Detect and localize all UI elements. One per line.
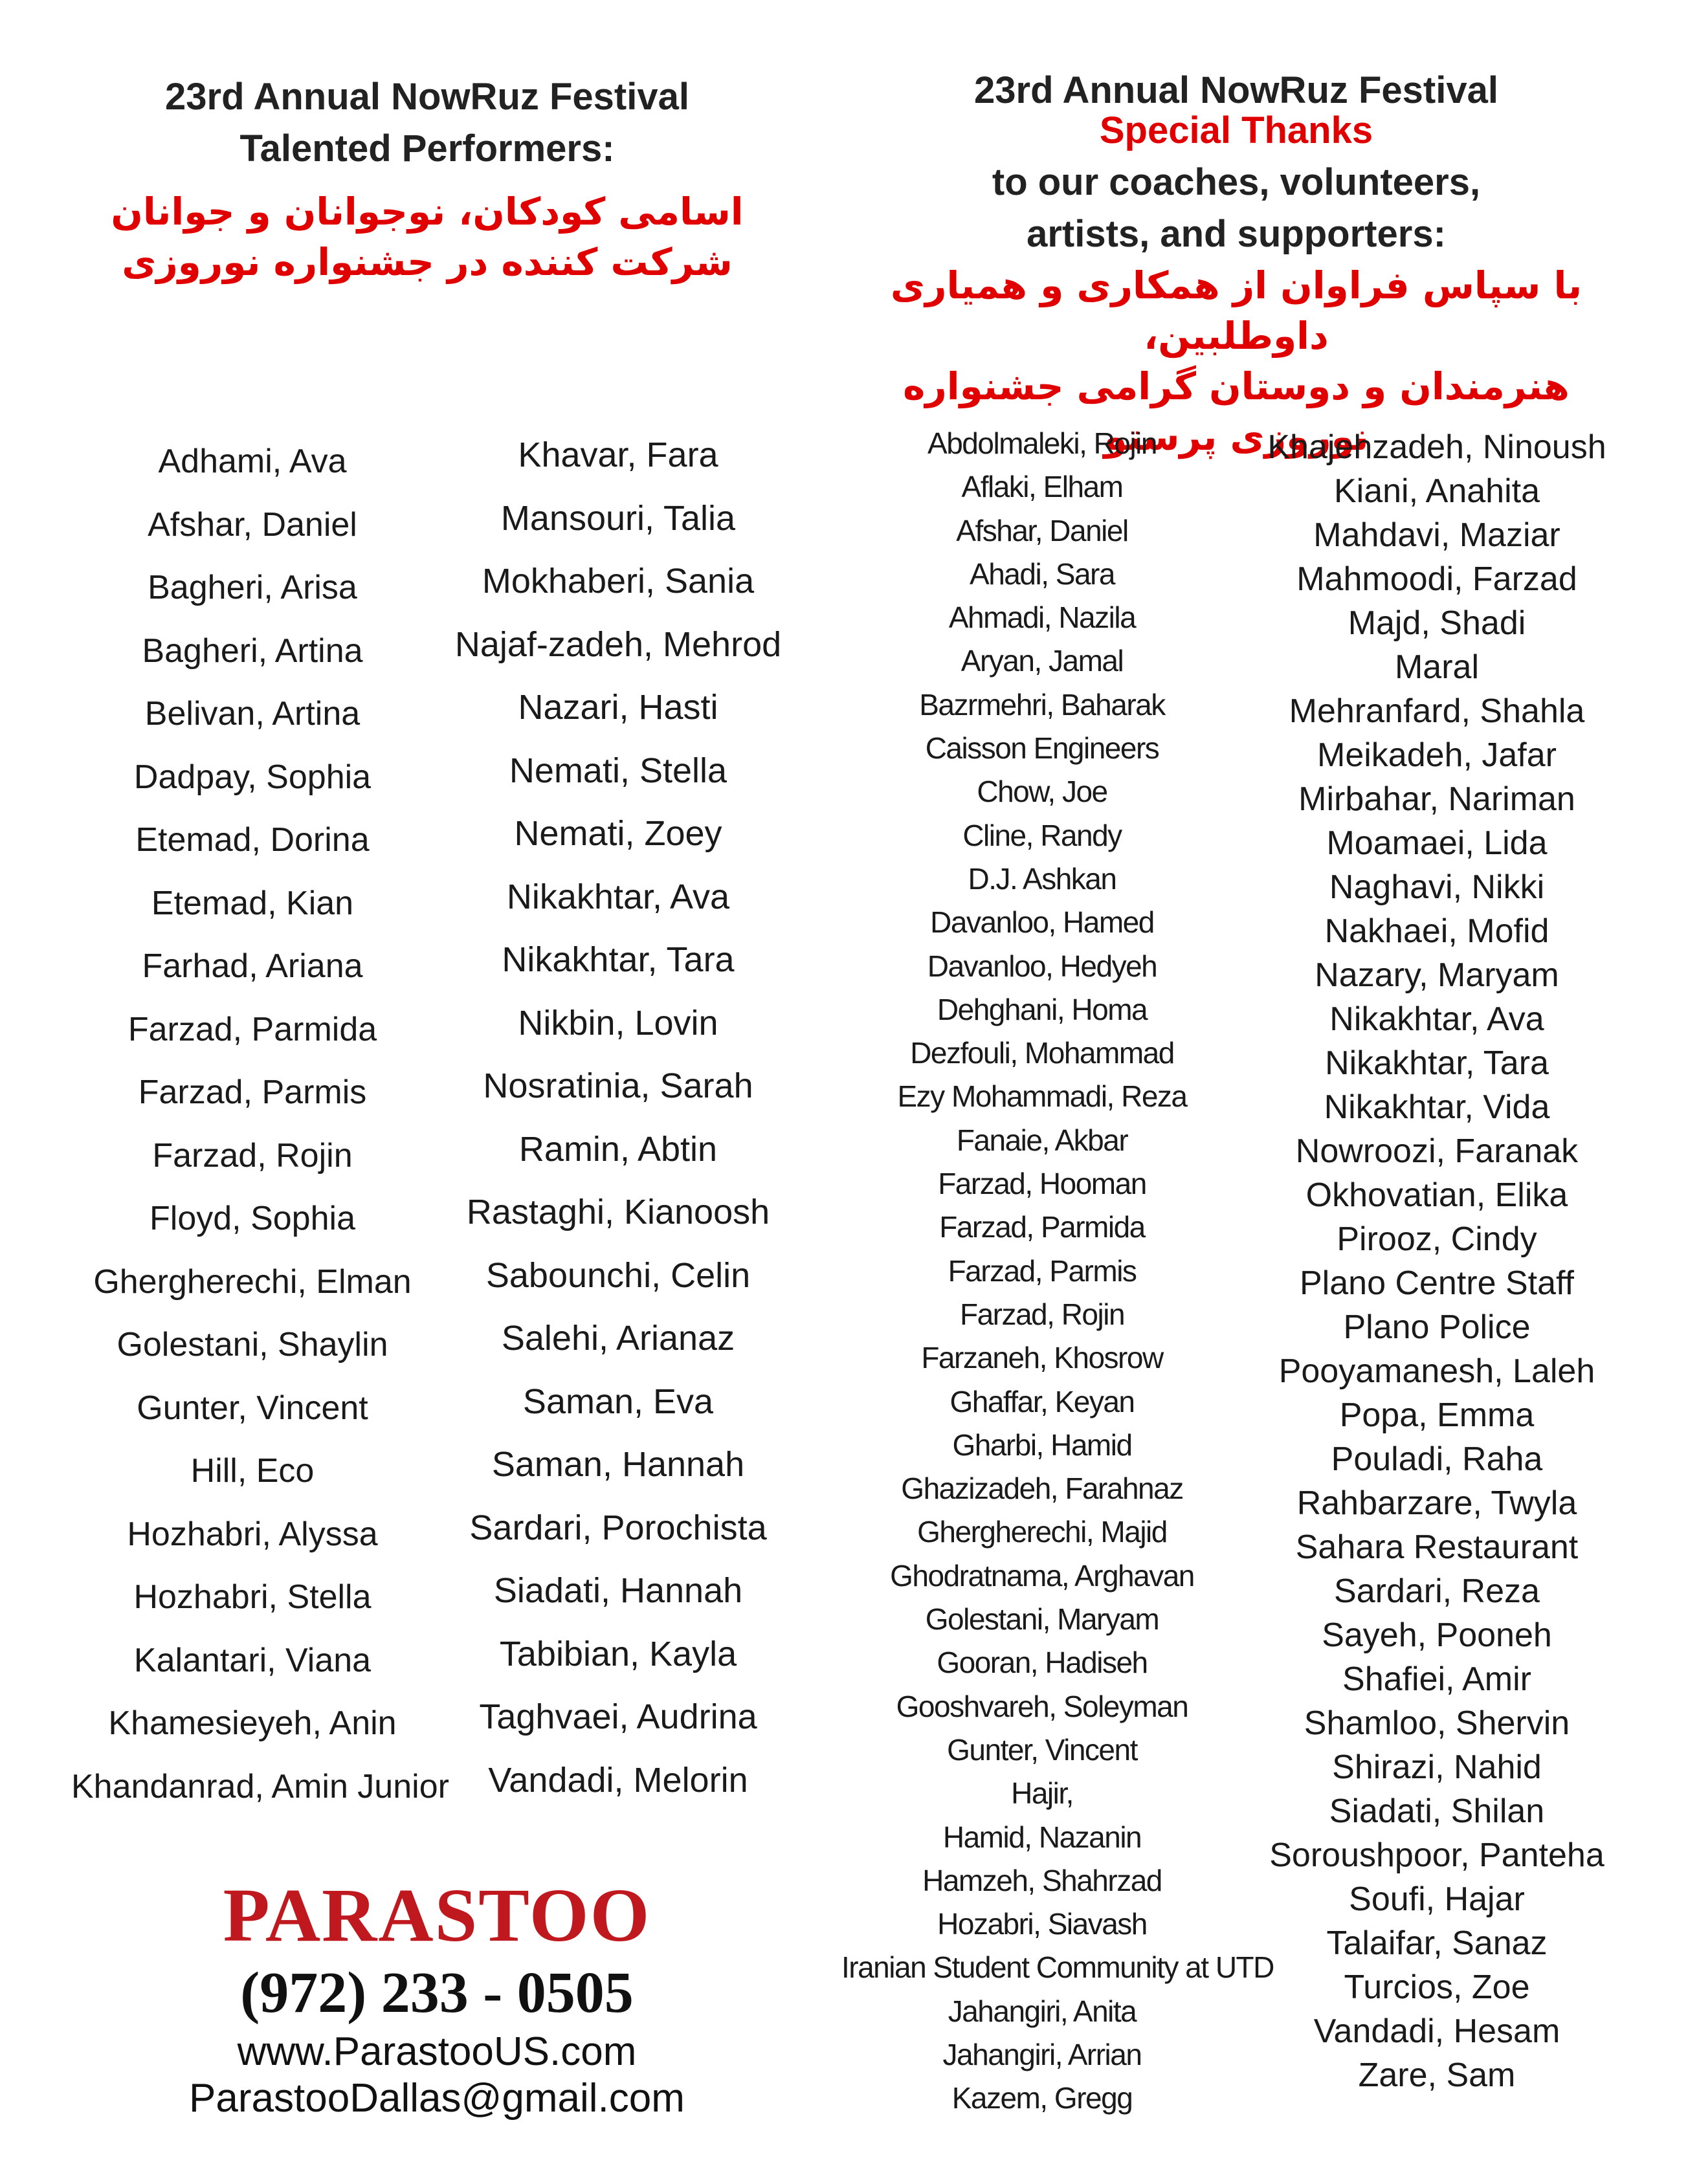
performers-column-2 — [453, 424, 783, 1812]
name-list-item: Kiani, Anahita — [1333, 472, 1540, 510]
name-list-item: Farzad, Hooman — [938, 1167, 1146, 1201]
name-list-item: Etemad, Dorina — [135, 821, 370, 859]
website-link[interactable]: www.ParastooUS.com — [237, 2029, 637, 2074]
name-list-item: Saman, Eva — [522, 1382, 714, 1421]
name-list-item: Iranian Student Community at UTD — [841, 1950, 1274, 1985]
name-list-item: Ghergherechi, Elman — [93, 1263, 412, 1301]
festival-title-right: 23rd Annual NowRuz Festival — [974, 69, 1498, 111]
name-list-item: Mirbahar, Nariman — [1298, 780, 1575, 818]
name-list-item: Gharbi, Hamid — [952, 1428, 1132, 1462]
name-list-item: Chow, Joe — [977, 775, 1107, 809]
name-list-item: Nikakhtar, Ava — [1329, 1000, 1544, 1038]
festival-title: 23rd Annual NowRuz Festival — [165, 76, 689, 118]
thanks-line3: to our coaches, volunteers, — [992, 161, 1481, 203]
name-list-item: Okhovatian, Elika — [1305, 1176, 1568, 1214]
name-list-item: Nazary, Maryam — [1315, 956, 1559, 994]
name-list-item: Khajehzadeh, Ninoush — [1267, 428, 1606, 466]
name-list-item: Najaf-zadeh, Mehrod — [454, 624, 782, 664]
parastoo-logo-text: PARASTOO — [223, 1873, 651, 1958]
name-list-item: Jahangiri, Anita — [948, 1994, 1137, 2028]
name-list-item: Pooyamanesh, Laleh — [1278, 1352, 1595, 1390]
persian-performers-line2: شرکت کننده در جشنواره نوروزی — [122, 240, 733, 284]
name-list-item: Shafiei, Amir — [1342, 1660, 1531, 1698]
name-list-item: Bagheri, Arisa — [148, 569, 357, 606]
name-list-item: Tabibian, Kayla — [499, 1634, 737, 1673]
name-list-item: Dezfouli, Mohammad — [910, 1036, 1174, 1070]
name-list-item: Meikadeh, Jafar — [1317, 736, 1557, 774]
name-list-item: Ghaffar, Keyan — [949, 1384, 1135, 1418]
name-list-item: Nikakhtar, Ava — [506, 877, 730, 916]
thanks-header — [828, 65, 1644, 462]
name-list-item: Pirooz, Cindy — [1337, 1220, 1537, 1258]
name-list-item: Mansouri, Talia — [500, 498, 736, 538]
name-list-item: Kazem, Gregg — [951, 2081, 1133, 2115]
name-list-item: Nikakhtar, Tara — [502, 940, 735, 979]
name-list-item: Gooshvareh, Soleyman — [896, 1689, 1188, 1723]
name-list-item: Maral — [1394, 648, 1480, 686]
name-list-item: Ramin, Abtin — [518, 1129, 718, 1169]
name-list-item: Majd, Shadi — [1348, 604, 1526, 642]
name-list-item: Gooran, Hadiseh — [937, 1646, 1148, 1680]
name-list-item: Pouladi, Raha — [1331, 1440, 1543, 1478]
name-list-item: Nowroozi, Faranak — [1295, 1132, 1579, 1170]
name-list-item: Sayeh, Pooneh — [1322, 1616, 1552, 1654]
name-list-item: Ghodratnama, Arghavan — [890, 1558, 1194, 1593]
name-list-item: Sardari, Reza — [1334, 1572, 1540, 1610]
name-list-item: Gunter, Vincent — [137, 1389, 368, 1427]
name-list-item: Saman, Hannah — [491, 1445, 745, 1484]
name-list-item: Rahbarzare, Twyla — [1296, 1484, 1577, 1522]
name-list-item: Fanaie, Akbar — [956, 1123, 1128, 1157]
persian-thanks-line2: هنرمندان و دوستان گرامی جشنواره نوروزی پرستو — [903, 364, 1570, 459]
name-list-item: Afshar, Daniel — [148, 505, 357, 544]
performers-title: Talented Performers: — [239, 127, 615, 170]
name-list-item: Siadati, Hannah — [493, 1571, 743, 1610]
name-list-item: Salehi, Arianaz — [501, 1319, 735, 1358]
email-link[interactable]: ParastooDallas@gmail.com — [189, 2076, 685, 2121]
name-list-item: Rastaghi, Kianoosh — [466, 1193, 770, 1231]
name-list-item: Bagheri, Artina — [142, 632, 363, 670]
name-list-item: Siadati, Shilan — [1329, 1792, 1545, 1830]
thanks-column-2 — [1256, 425, 1618, 2097]
name-list-item: Etemad, Kian — [151, 884, 354, 922]
name-list-item: Farzad, Parmida — [939, 1210, 1145, 1244]
name-list-item: Hozabri, Siavash — [937, 1907, 1147, 1941]
name-list-item: Khavar, Fara — [518, 436, 718, 474]
name-list-item: Hozhabri, Stella — [133, 1578, 372, 1616]
name-list-item: Hamzeh, Shahrzad — [922, 1863, 1162, 1897]
name-list-item: Farzad, Parmis — [948, 1253, 1137, 1288]
name-list-item: Gunter, Vincent — [947, 1732, 1137, 1767]
name-list-item: Khamesieyeh, Anin — [108, 1704, 397, 1742]
name-list-item: Plano Centre Staff — [1300, 1264, 1574, 1302]
name-list-item: Jahangiri, Arrian — [942, 2037, 1142, 2071]
name-list-item: Nikakhtar, Vida — [1324, 1088, 1550, 1126]
name-list-item: Zare, Sam — [1358, 2057, 1516, 2094]
name-list-item: Moamaei, Lida — [1326, 824, 1548, 862]
name-list-item: Golestani, Shaylin — [117, 1326, 388, 1363]
thanks-line4: artists, and supporters: — [1027, 213, 1446, 255]
name-list-item: Sahara Restaurant — [1295, 1528, 1579, 1566]
name-list-item: Plano Police — [1343, 1308, 1531, 1346]
name-list-item: Farhad, Ariana — [142, 947, 363, 985]
name-list-item: D.J. Ashkan — [968, 861, 1116, 896]
name-list-item: Ghazizadeh, Farahnaz — [901, 1472, 1183, 1506]
name-list-item: Ahmadi, Nazila — [948, 601, 1136, 635]
name-list-item: Farzad, Rojin — [152, 1136, 353, 1175]
persian-performers-line1: اسامی کودکان، نوجوانان و جوانان — [111, 190, 744, 234]
name-list-item: Mahdavi, Maziar — [1313, 516, 1560, 554]
name-list-item: Bazrmehri, Baharak — [919, 687, 1165, 722]
name-list-item: Sabounchi, Celin — [485, 1255, 751, 1295]
name-list-item: Nakhaei, Mofid — [1324, 912, 1549, 950]
name-list-item: Naghavi, Nikki — [1329, 868, 1545, 906]
performers-header — [78, 71, 777, 287]
name-list-item: Nikbin, Lovin — [518, 1003, 718, 1042]
name-list-item: Davanloo, Hamed — [930, 905, 1154, 940]
name-list-item: Farzaneh, Khosrow — [921, 1341, 1163, 1375]
name-list-item: Hamid, Nazanin — [942, 1820, 1142, 1854]
name-list-item: Sardari, Porochista — [469, 1508, 767, 1547]
name-list-item: Popa, Emma — [1339, 1396, 1535, 1434]
name-list-item: Ahadi, Sara — [970, 557, 1115, 591]
persian-thanks-line1: با سپاس فراوان از همکاری و همیاری داوطلبین، — [890, 263, 1582, 358]
name-list-item: Belivan, Artina — [144, 695, 361, 733]
name-list-item: Taghvaei, Audrina — [479, 1697, 757, 1736]
name-list-item: Nosratinia, Sarah — [483, 1066, 753, 1105]
name-list-item: Hozhabri, Alyssa — [127, 1515, 378, 1553]
name-list-item: Dehghani, Homa — [937, 992, 1148, 1026]
name-list-item: Aflaki, Elham — [961, 470, 1123, 504]
name-list-item: Golestani, Maryam — [925, 1602, 1159, 1637]
name-list-item: Nikakhtar, Tara — [1325, 1044, 1549, 1082]
name-list-item: Vandadi, Hesam — [1313, 2013, 1560, 2050]
name-list-item: Floyd, Sophia — [150, 1200, 355, 1237]
name-list-item: Soroushpoor, Panteha — [1269, 1837, 1605, 1874]
name-list-item: Cline, Randy — [962, 818, 1122, 852]
parastoo-contact-block — [97, 1873, 777, 2122]
name-list-item: Dadpay, Sophia — [133, 758, 372, 796]
name-list-item: Farzad, Parmida — [128, 1010, 377, 1048]
name-list-item: Talaifar, Sanaz — [1326, 1925, 1548, 1962]
name-list-item: Turcios, Zoe — [1344, 1969, 1530, 2006]
special-thanks-title: Special Thanks — [1099, 109, 1373, 151]
name-list-item: Ghergherechi, Majid — [917, 1515, 1167, 1549]
name-list-item: Adhami, Ava — [158, 443, 347, 480]
name-list-item: Mahmoodi, Farzad — [1296, 560, 1577, 598]
name-list-item: Vandadi, Melorin — [488, 1760, 748, 1800]
name-list-item: Farzad, Rojin — [959, 1297, 1125, 1331]
name-list-item: Mehranfard, Shahla — [1289, 692, 1585, 730]
name-list-item: Caisson Engineers — [925, 731, 1159, 766]
phone-number: (972) 233 - 0505 — [240, 1961, 634, 2025]
name-list-item: Shamloo, Shervin — [1304, 1704, 1570, 1742]
name-list-item: Shirazi, Nahid — [1332, 1748, 1542, 1786]
performers-column-1 — [71, 430, 449, 1818]
name-list-item: Khandanrad, Amin Junior — [71, 1767, 449, 1805]
name-list-item: Kalantari, Viana — [133, 1641, 372, 1679]
name-list-item: Farzad, Parmis — [138, 1074, 367, 1111]
name-list-item: Hill, Eco — [190, 1452, 315, 1490]
name-list-item: Abdolmaleki, Rojin — [927, 426, 1157, 460]
name-list-item: Ezy Mohammadi, Reza — [897, 1079, 1187, 1114]
name-list-item: Aryan, Jamal — [961, 644, 1124, 678]
name-list-item: Hajir, — [1011, 1776, 1073, 1811]
name-list-item: Nemati, Stella — [509, 751, 727, 790]
name-list-item: Afshar, Daniel — [956, 513, 1128, 547]
thanks-column-1 — [841, 422, 1274, 2121]
name-list-item: Davanloo, Hedyeh — [927, 949, 1157, 983]
name-list-item: Mokhaberi, Sania — [482, 562, 755, 601]
name-list-item: Soufi, Hajar — [1349, 1881, 1525, 1918]
name-list-item: Nemati, Zoey — [514, 814, 722, 853]
name-list-item: Nazari, Hasti — [518, 688, 718, 727]
